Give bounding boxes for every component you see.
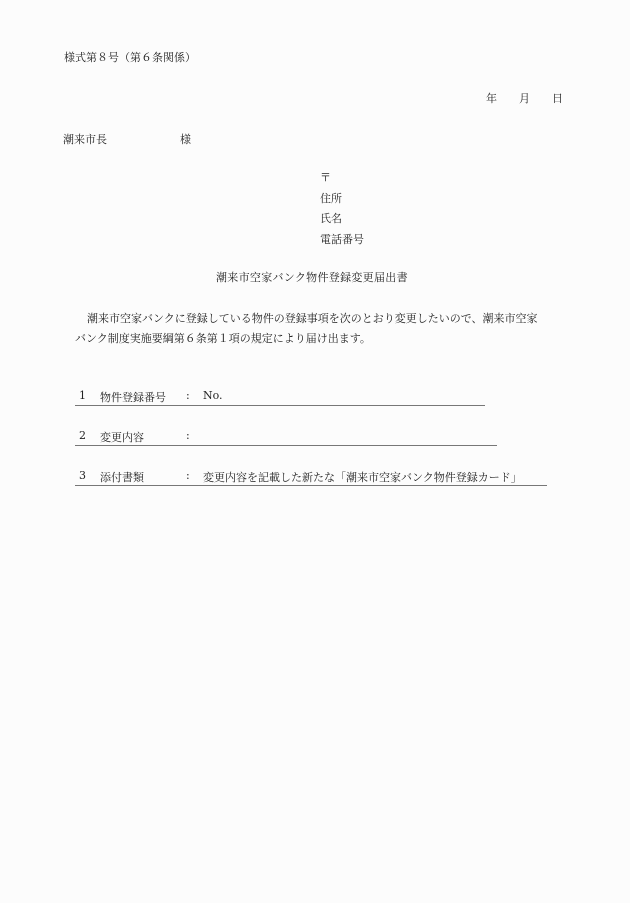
date-month-label: 月 [519, 92, 530, 105]
form-number: 様式第８号（第６条関係） [64, 51, 196, 64]
addressee-name: 潮来市長 [63, 133, 107, 146]
addressee-honorific: 様 [180, 133, 191, 146]
item-attachments [75, 467, 547, 486]
item-property-number [75, 387, 485, 406]
name-label: 氏名 [320, 212, 342, 225]
item-colon: : [186, 429, 190, 442]
item-value: No. [203, 389, 223, 402]
postal-mark: 〒 [320, 171, 331, 184]
item-number: 2 [79, 429, 86, 442]
body-line-1: 潮来市空家バンクに登録している物件の登録事項を次のとおり変更したいので、潮来市空家 [87, 312, 538, 325]
date-year-label: 年 [486, 92, 497, 105]
body-line-2: バンク制度実施要綱第６条第１項の規定により届け出ます。 [75, 332, 371, 345]
item-label: 物件登録番号 [100, 391, 166, 404]
body-text [75, 309, 575, 349]
item-number: 3 [79, 469, 86, 482]
date-line [486, 90, 563, 106]
item-number: 1 [79, 389, 86, 402]
address-label: 住所 [320, 191, 342, 205]
addressee [63, 131, 191, 147]
item-colon: : [186, 469, 190, 482]
item-change-content [75, 427, 497, 446]
item-value: 変更内容を記載した新たな「潮来市空家バンク物件登録カード」 [203, 471, 522, 484]
item-label: 変更内容 [100, 431, 144, 444]
document-title: 潮来市空家バンク物件登録変更届出書 [216, 271, 408, 284]
phone-label: 電話番号 [320, 232, 364, 246]
applicant-block [320, 168, 364, 250]
item-label: 添付書類 [100, 471, 144, 484]
date-day-label: 日 [552, 92, 563, 105]
item-colon: : [186, 389, 190, 402]
